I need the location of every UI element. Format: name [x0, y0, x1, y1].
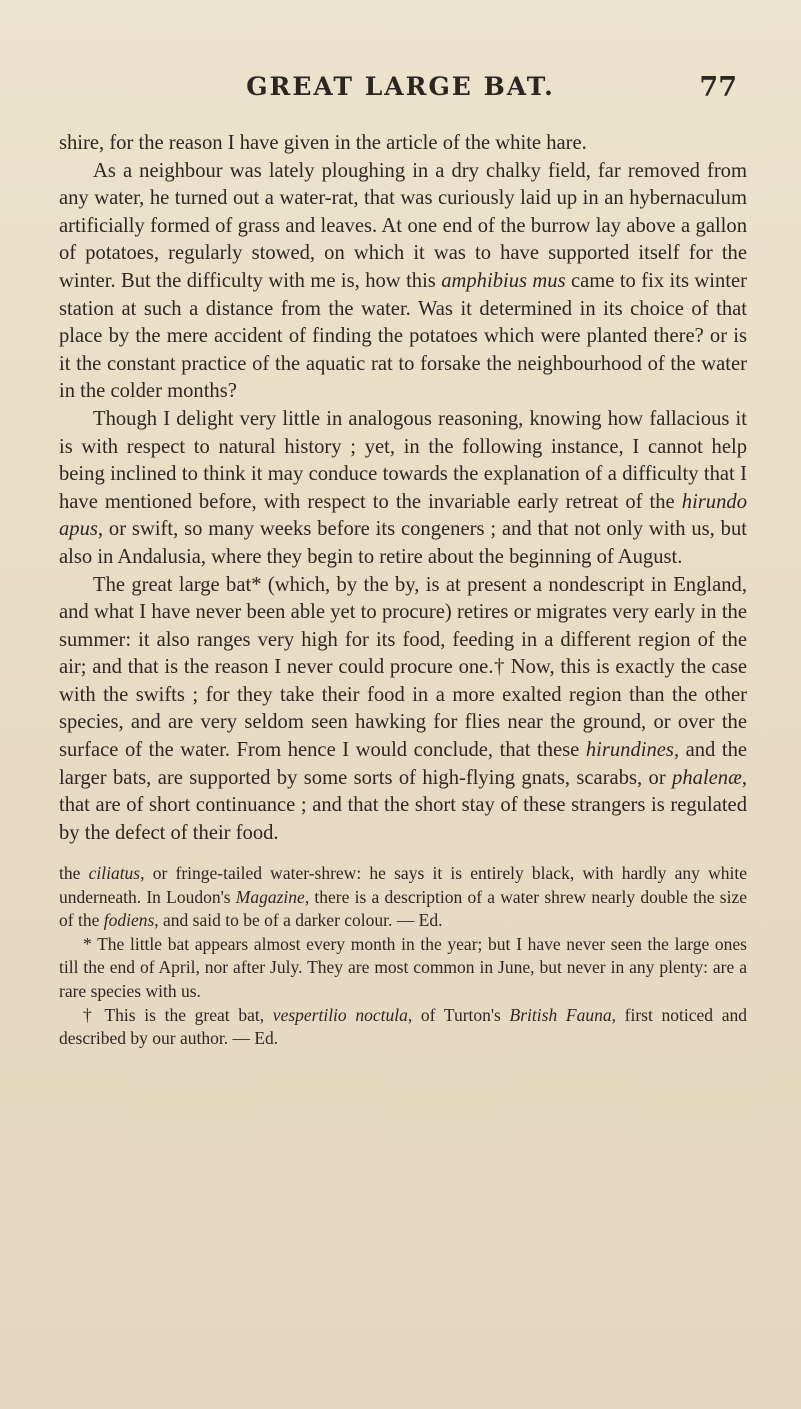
- footnote-continuation: the ciliatus, or fringe-tailed water-shrew: he says it is entirely black, with hardly any white underneath. In Loudon's Magazine, there is a description of a water shrew nearly double the size of the fodiens, and said to be of a darker colour. — Ed.: [59, 863, 747, 931]
- page-number: 77: [699, 72, 737, 103]
- paragraph-continuation: shire, for the reason I have given in the article of the white hare.: [59, 132, 587, 154]
- footnote-asterisk: * The little bat appears almost every month in the year; but I have never seen the large ones till the end of April, nor after July. They are most common in June, but never in any plenty: are a rare species with us.: [59, 933, 747, 1001]
- paragraph-water-rat: As a neighbour was lately ploughing in a dry chalky field, far removed from any water, he turned out a water-rat, that was curiously laid up in an hybernaculum artificially formed of grass and leaves. At one end of the burrow lay above a gallon of potatoes, regularly stowed, on which it was to have supported itself for the winter. But the difficulty with me is, how this amphibius mus came to fix its winter station at such a distance from the water. Was it determined in its choice of that place by the mere accident of finding the potatoes which were planted there? or is it the constant practice of the aquatic rat to forsake the neighbourhood of the water in the colder months?: [59, 159, 747, 403]
- footnotes: [59, 862, 747, 1051]
- footnote-dagger: † This is the great bat, vespertilio noctula, of Turton's British Fauna, first noticed and described by our author. — Ed.: [59, 1004, 747, 1049]
- running-header: GREAT LARGE BAT.: [246, 72, 555, 101]
- main-text: [59, 130, 747, 847]
- paragraph-great-bat: The great large bat* (which, by the by, is at present a nondescript in England, and what I have never been able yet to procure) retires or migrates very early in the summer: it also ranges very high for its food, feeding in a different region of the air; and that is the reason I never could procure one.† Now, this is exactly the case with the swifts ; for they take their food in a more exalted region than the other species, and are very seldom seen hawking for flies near the ground, or over the surface of the water. From hence I would conclude, that these hirundines, and the larger bats, are supported by some sorts of high-flying gnats, scarabs, or phalenæ, that are of short continuance ; and that the short stay of these strangers is regulated by the defect of their food.: [59, 573, 748, 844]
- paragraph-swift: Though I delight very little in analogous reasoning, knowing how fallacious it is with respect to natural history ; yet, in the following instance, I cannot help being inclined to think it may conduce towards the explanation of a difficulty that I have mentioned before, with respect to the invariable early retreat of the hirundo apus, or swift, so many weeks before its congeners ; and that not only with us, but also in Andalusia, where they begin to retire about the beginning of August.: [59, 407, 747, 568]
